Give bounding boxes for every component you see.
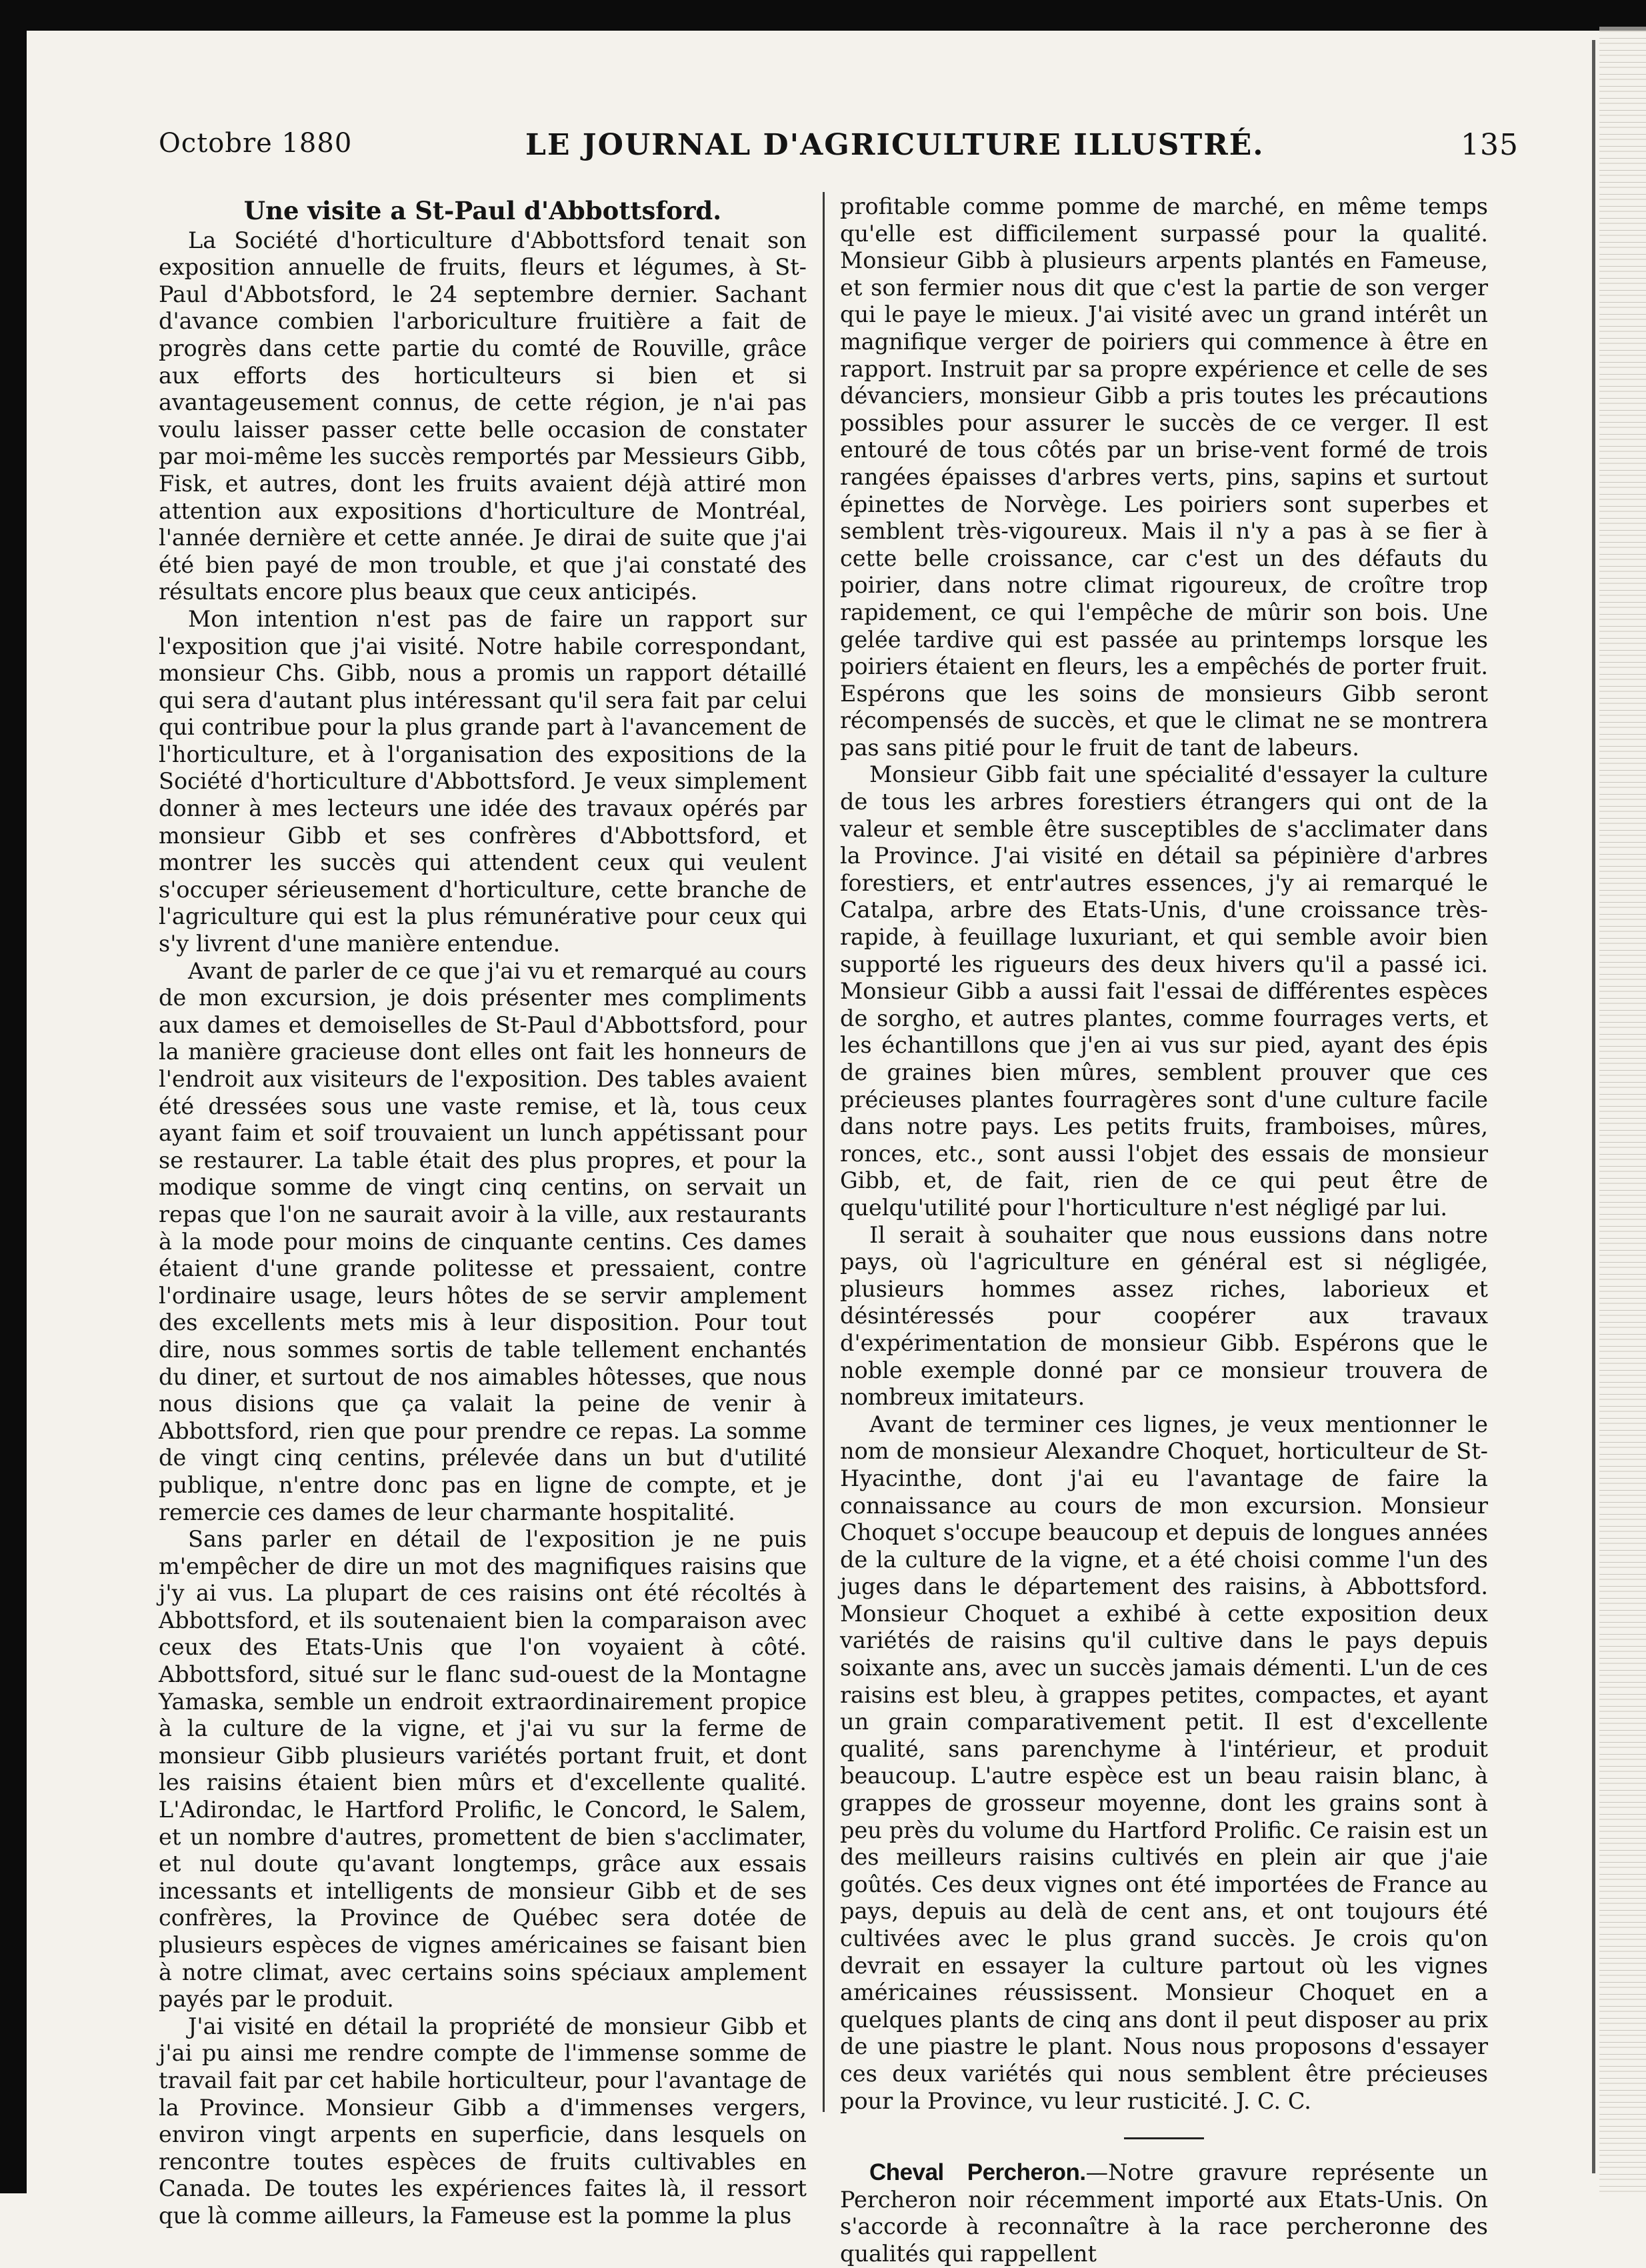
paragraph: Il serait à souhaiter que nous eussions dans notre pays, où l'agriculture en général est si négligée, plusieurs hommes assez riches, laborieux et désintéressés pour coopérer aux travaux d'expérimentation de monsieur Gibb. Espérons que le noble exemple donné par ce monsieur trouvera de nombreux imitateurs. xyxy=(840,1221,1488,1411)
paragraph: Sans parler en détail de l'exposition je ne puis m'empêcher de dire un mot des magnifiques raisins que j'y ai vus. La plupart de ces raisins ont été récoltés à Abbottsford, et ils soutenaient bien la comparaison avec ceux des Etats-Unis que l'on voyaient à côté. Abbottsford, situé sur le flanc sud-ouest de la Montagne Yamaska, semble un endroit extraordinairement propice à la culture de la vigne, et j'ai vu sur la ferme de monsieur Gibb plusieurs variétés portant fruit, et dont les raisins étaient bien mûrs et d'excellente qualité. L'Adirondac, le Hartford Prolific, le Concord, le Salem, et un nombre d'autres, promettent de bien s'acclimater, et nul doute qu'avant longtemps, grâce aux essais incessants et intelligents de monsieur Gibb et de ses confrères, la Province de Québec sera dotée de plusieurs espèces de vignes américaines se faisant bien à notre climat, avec certains soins spéciaux amplement payés par le produit. xyxy=(159,1526,807,2013)
paragraph: La Société d'horticulture d'Abbottsford tenait son exposition annuelle de fruits, fleurs et légumes, à St-Paul d'Abbotsford, le 24 septembre dernier. Sachant d'avance combien l'arboriculture fruitière a fait de progrès dans cette partie du comté de Rouville, grâce aux efforts des horticulteurs si bien et si avantageusement connus, de cette région, je n'ai pas voulu laisser passer cette belle occasion de constater par moi-même les succès remportés par Messieurs Gibb, Fisk, et autres, dont les fruits avaient déjà attiré mon attention aux expositions d'horticulture de Montréal, l'année dernière et cette année. Je dirai de suite que j'ai été bien payé de mon trouble, et que j'ai constaté des résultats encore plus beaux que ceux anticipés. xyxy=(159,227,807,605)
section-rule xyxy=(1124,2137,1204,2139)
paragraph: Avant de terminer ces lignes, je veux mentionner le nom de monsieur Alexandre Choquet, horticulteur de St-Hyacinthe, dont j'ai eu l'avantage de faire la connaissance au cours de mon excursion. Monsieur Choquet s'occupe beaucoup et depuis de longues années de la culture de la vigne, et a été choisi comme l'un des juges dans le département des raisins, à Abbottsford. Monsieur Choquet a exhibé à cette exposition deux variétés de raisins qu'il cultive dans le pays depuis soixante ans, avec un succès jamais démenti. L'un de ces raisins est bleu, à grappes petites, compactes, et ayant un grain comparativement petit. Il est d'excellente qualité, sans parenchyme à l'intérieur, et produit beaucoup. L'autre espèce est un beau raisin blanc, à grappes de grosseur moyenne, dont les grains sont à peu près du volume du Hartford Prolific. Ce raisin est un des meilleurs raisins cultivés en plein air que j'aie goûtés. Ces deux vignes ont été importées de France au pays, depuis au delà de cent ans, et ont toujours été cultivées avec le plus grand succès. Je crois qu'on devrait en essayer la culture partout où les vignes américaines réussissent. Monsieur Choquet en a quelques plants de cinq ans dont il peut disposer au prix de une piastre le plant. Nous nous proposons d'essayer ces deux variétés qui nous semblent être précieuses pour la Province, vu leur rusticité. J. C. C. xyxy=(840,1411,1488,2114)
paragraph-continued: profitable comme pomme de marché, en même temps qu'elle est difficilement surpassé pour la qualité. Monsieur Gibb à plusieurs arpents plantés en Fameuse, et son fermier nous dit que c'est la partie de son verger qui le paye le mieux. J'ai visité avec un grand intérêt un magnifique verger de poiriers qui commence à être en rapport. Instruit par sa propre expérience et celle de ses dévanciers, monsieur Gibb a pris toutes les précautions possibles pour assurer le succès de ce verger. Il est entouré de tous côtés par un brise-vent formé de trois rangées épaisses d'arbres verts, pins, sapins et surtout épinettes de Norvège. Les poiriers sont superbes et semblent très-vigoureux. Mais il n'y a pas à se fier à cette belle croissance, car c'est un des défauts du poirier, dans notre climat rigoureux, de croître trop rapidement, ce qui l'empêche de mûrir son bois. Une gelée tardive qui est passée au printemps lorsque les poiriers étaient en fleurs, les a empêchés de porter fruit. Espérons que les soins de monsieurs Gibb seront récompensés de succès, et que le climat ne se montrera pas sans pitié pour le fruit de tant de labeurs. xyxy=(840,193,1488,761)
scan-left-border xyxy=(0,0,27,2193)
column-divider xyxy=(823,192,825,2112)
scan-top-border xyxy=(0,0,1646,31)
right-column xyxy=(840,193,1488,2268)
paragraph: Avant de parler de ce que j'ai vu et remarqué au cours de mon excursion, je dois présenter mes compliments aux dames et demoiselles de St-Paul d'Abbottsford, pour la manière gracieuse dont elles ont fait les honneurs de l'endroit aux visiteurs de l'exposition. Des tables avaient été dressées sous une vaste remise, et là, tous ceux ayant faim et soif trouvaient un lunch appétissant pour se restaurer. La table était des plus propres, et pour la modique somme de vingt cinq centins, on servait un repas que l'on ne saurait avoir à la ville, aux restaurants à la mode pour moins de cinquante centins. Ces dames étaient d'une grande politesse et pressaient, contre l'ordinaire usage, leurs hôtes de se servir amplement des excellents mets mis à leur disposition. Pour tout dire, nous sommes sortis de table tellement enchantés du diner, et surtout de nos aimables hôtesses, que nous nous disions que ça valait la peine de venir à Abbottsford, rien que pour prendre ce repas. La somme de vingt cinq centins, prélevée dans un but d'utilité publique, n'entre donc pas en ligne de compte, et je remercie ces dames de leur charmante hospitalité. xyxy=(159,957,807,1525)
article-title: Une visite a St-Paul d'Abbottsford. xyxy=(243,196,722,225)
paragraph: Mon intention n'est pas de faire un rapport sur l'exposition que j'ai visité. Notre habile correspondant, monsieur Chs. Gibb, nous a promis un rapport détaillé qui sera d'autant plus intéressant qu'il sera fait par celui qui contribue pour la plus grande part à l'avancement de l'horticulture, et à l'organisation des expositions de la Société d'horticulture d'Abbottsford. Je veux simplement donner à mes lecteurs une idée des travaux opérés par monsieur Gibb et ses confrères d'Abbottsford, et montrer les succès qui attendent ceux qui veulent s'occuper sérieusement d'horticulture, cette branche de l'agriculture qui est la plus rémunérative pour ceux qui s'y livrent d'une manière entendue. xyxy=(159,605,807,957)
scan-right-edge-line xyxy=(1592,40,1595,2173)
article-percheron xyxy=(840,2159,1488,2267)
paragraph: Monsieur Gibb fait une spécialité d'essayer la culture de tous les arbres forestiers étrangers qui ont de la valeur et semble être susceptibles de s'acclimater dans la Province. J'ai visité en détail sa pépinière d'arbres forestiers, et entr'autres essences, j'y ai remarqué le Catalpa, arbre des Etats-Unis, d'une croissance très-rapide, à feuillage luxuriant, et qui semble avoir bien supporté les rigueurs des deux hivers qu'il a passé ici. Monsieur Gibb a aussi fait l'essai de différentes espèces de sorgho, et autres plantes, comme fourrages verts, et les échantillons que j'en ai vus sur pied, ayant des épis de graines bien mûres, semblent prouver que ces précieuses plantes fourragères sont d'une culture facile dans notre pays. Les petits fruits, framboises, mûres, ronces, etc., sont aussi l'objet des essais de monsieur Gibb, et, de fait, rien de ce qui peut être de quelqu'utilité pour l'horticulture n'est négligé par lui. xyxy=(840,761,1488,1221)
running-head-title: LE JOURNAL D'AGRICULTURE ILLUSTRÉ. xyxy=(525,128,1265,162)
article-percheron-lead: Cheval Percheron. xyxy=(869,2159,1086,2186)
page-number: 135 xyxy=(1461,128,1519,162)
running-head-date: Octobre 1880 xyxy=(159,128,353,159)
running-head xyxy=(159,113,1519,173)
paragraph: J'ai visité en détail la propriété de monsieur Gibb et j'ai pu ainsi me rendre compte de l'immense somme de travail fait par cet habile horticulteur, pour l'avantage de la Province. Monsieur Gibb a d'immenses vergers, environ vingt arpents en superficie, dans lesquels on rencontre toutes espèces de fruits cultivables en Canada. De toutes les expériences faites là, il ressort que là comme ailleurs, la Fameuse est la pomme la plus xyxy=(159,2013,807,2229)
article-percheron-text: —Notre gravure représente un Percheron noir récemment importé aux Etats-Unis. On s'accorde à reconnaître à la race percheronne des qualités qui rappellent xyxy=(840,2159,1488,2267)
journal-page xyxy=(159,113,1519,2267)
scan-right-edge-noise xyxy=(1599,27,1646,2193)
left-column xyxy=(159,193,807,2230)
